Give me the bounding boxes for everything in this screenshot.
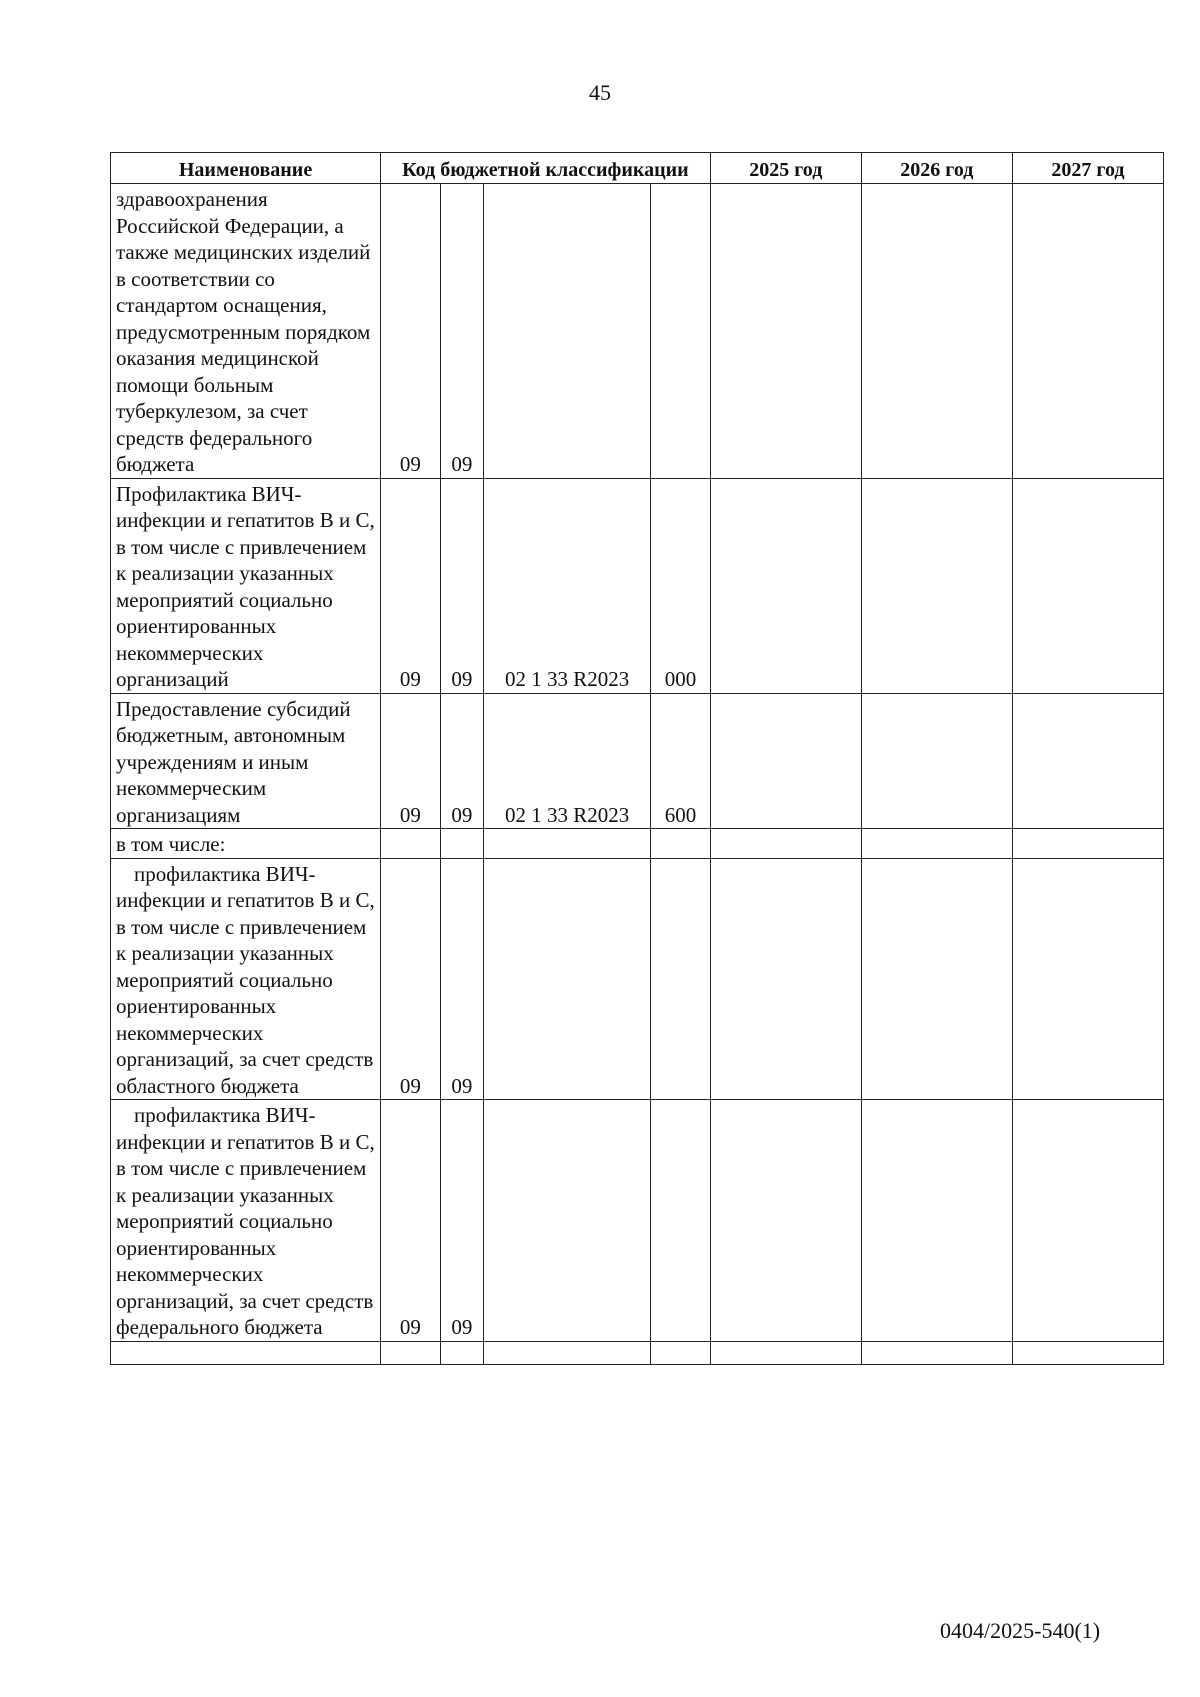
code-section: 09	[381, 858, 441, 1100]
amount-2026	[861, 478, 1012, 693]
header-name: Наименование	[111, 153, 381, 184]
row-name	[111, 1341, 381, 1364]
code-target-article	[484, 184, 651, 479]
code-subsection: 09	[440, 693, 483, 829]
code-subsection: 09	[440, 478, 483, 693]
table-row	[111, 184, 1164, 479]
table-header-row	[111, 153, 1164, 184]
code-expense-type	[651, 1100, 711, 1342]
code-expense-type: 600	[651, 693, 711, 829]
code-target-article	[484, 1341, 651, 1364]
amount-2027	[1012, 1341, 1163, 1364]
code-expense-type	[651, 1341, 711, 1364]
header-2025: 2025 год	[710, 153, 861, 184]
amount-2025	[710, 693, 861, 829]
amount-2025	[710, 829, 861, 859]
code-subsection	[440, 1341, 483, 1364]
amount-2025	[710, 1100, 861, 1342]
header-2027: 2027 год	[1012, 153, 1163, 184]
row-name: профилактика ВИЧ-инфекции и гепатитов В и С, в том числе с привлечением к реализации указанных мероприятий социально ориентированных некоммерческих организаций, за счет средств федерального бюджета	[111, 1100, 381, 1342]
document-id: 0404/2025-540(1)	[940, 1618, 1101, 1643]
amount-2027	[1012, 184, 1163, 479]
code-section	[381, 829, 441, 859]
amount-2027	[1012, 858, 1163, 1100]
table-row	[111, 858, 1164, 1100]
code-expense-type	[651, 858, 711, 1100]
page-number: 45	[589, 80, 611, 105]
row-name: в том числе:	[111, 829, 381, 859]
table-row	[111, 1341, 1164, 1364]
table-row	[111, 1100, 1164, 1342]
code-section: 09	[381, 478, 441, 693]
budget-table	[110, 152, 1164, 1365]
amount-2026	[861, 184, 1012, 479]
amount-2025	[710, 478, 861, 693]
table-row	[111, 478, 1164, 693]
header-code: Код бюджетной классификации	[381, 153, 711, 184]
amount-2025	[710, 184, 861, 479]
amount-2026	[861, 1100, 1012, 1342]
amount-2027	[1012, 478, 1163, 693]
code-section: 09	[381, 693, 441, 829]
code-target-article	[484, 858, 651, 1100]
code-expense-type	[651, 829, 711, 859]
row-name: здравоохранения Российской Федерации, а также медицинских изделий в соответствии со стандартом оснащения, предусмотренным порядком оказания медицинской помощи больным туберкулезом, за счет средств федерального бюджета	[111, 184, 381, 479]
amount-2026	[861, 829, 1012, 859]
code-expense-type	[651, 184, 711, 479]
amount-2026	[861, 858, 1012, 1100]
code-section: 09	[381, 1100, 441, 1342]
code-subsection: 09	[440, 184, 483, 479]
table-row	[111, 693, 1164, 829]
amount-2026	[861, 1341, 1012, 1364]
code-subsection: 09	[440, 1100, 483, 1342]
code-section	[381, 1341, 441, 1364]
table-row	[111, 829, 1164, 859]
code-target-article: 02 1 33 R2023	[484, 693, 651, 829]
code-expense-type: 000	[651, 478, 711, 693]
code-section: 09	[381, 184, 441, 479]
row-name: Профилактика ВИЧ-инфекции и гепатитов В и С, в том числе с привлечением к реализации указанных мероприятий социально ориентированных некоммерческих организаций	[111, 478, 381, 693]
code-target-article: 02 1 33 R2023	[484, 478, 651, 693]
code-target-article	[484, 829, 651, 859]
header-2026: 2026 год	[861, 153, 1012, 184]
amount-2025	[710, 858, 861, 1100]
code-subsection	[440, 829, 483, 859]
amount-2027	[1012, 693, 1163, 829]
code-subsection: 09	[440, 858, 483, 1100]
row-name: Предоставление субсидий бюджетным, автономным учреждениям и иным некоммерческим организациям	[111, 693, 381, 829]
code-target-article	[484, 1100, 651, 1342]
amount-2027	[1012, 1100, 1163, 1342]
amount-2026	[861, 693, 1012, 829]
amount-2027	[1012, 829, 1163, 859]
amount-2025	[710, 1341, 861, 1364]
row-name: профилактика ВИЧ-инфекции и гепатитов В и С, в том числе с привлечением к реализации указанных мероприятий социально ориентированных некоммерческих организаций, за счет средств областного бюджета	[111, 858, 381, 1100]
